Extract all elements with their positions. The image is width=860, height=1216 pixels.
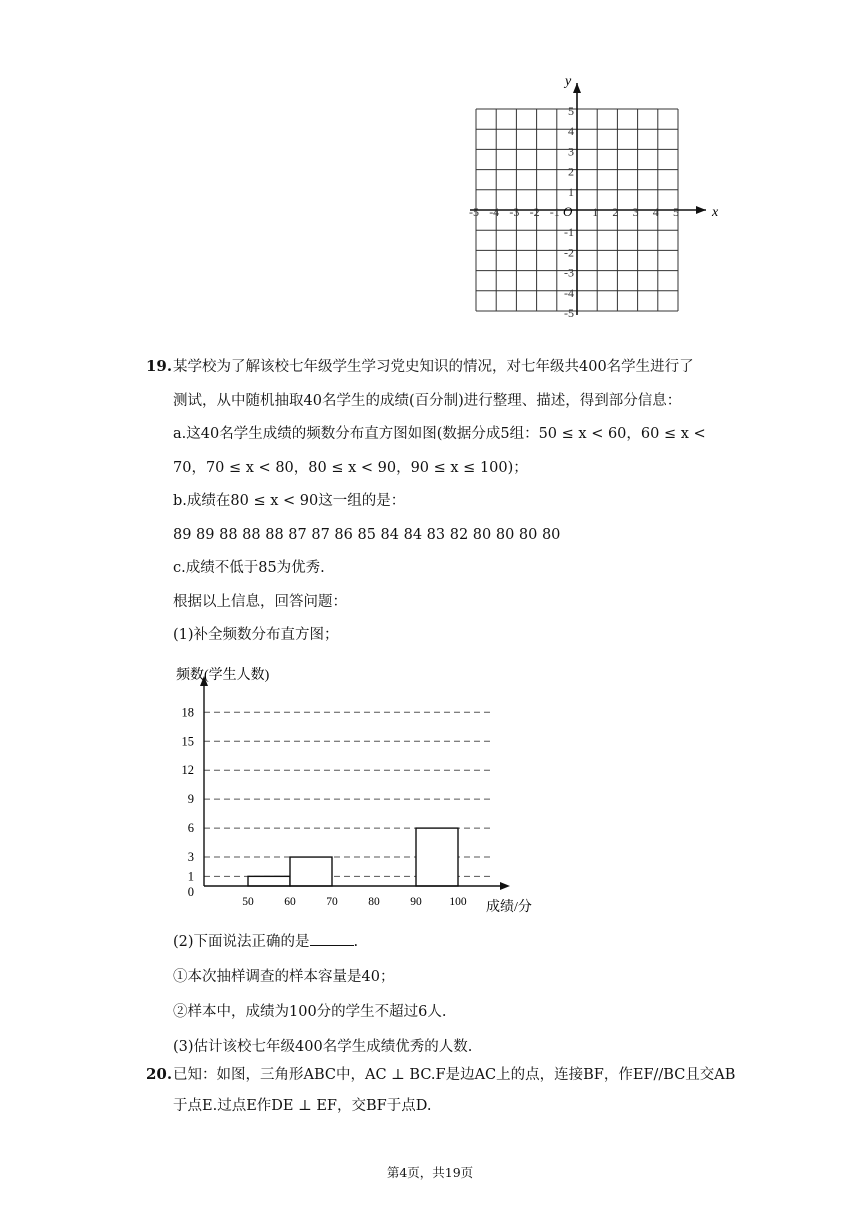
q19-line: 89 89 88 88 88 87 87 86 85 84 84 83 82 80 80 80 80 (173, 526, 561, 543)
x-tick-label: 60 (284, 896, 296, 908)
y-tick-label: -1 (564, 225, 574, 240)
histogram-y-label: 频数(学生人数) (176, 668, 270, 683)
q19-part2 (173, 931, 358, 952)
origin-label: O (563, 204, 573, 219)
q19-line: c.成绩不低于85为优秀. (173, 560, 325, 576)
q19-line: (1)补全频数分布直方图； (173, 627, 339, 643)
y-axis-arrow (573, 83, 581, 93)
q19-option2: ②样本中，成绩为100分的学生不超过6人. (173, 1004, 447, 1020)
x-tick-label: -3 (509, 205, 520, 219)
q20-line: 于点E.过点E作DE ⊥ EF，交BF于点D. (173, 1098, 432, 1114)
q19-part2-text: (2)下面说法正确的是 (173, 934, 310, 950)
x-tick-label: 4 (652, 205, 659, 219)
q19-line: b.成绩在80 ≤ x < 90这一组的是： (173, 493, 406, 509)
y-tick-label: 6 (187, 821, 194, 836)
histogram-y-ticks (182, 705, 195, 899)
y-tick-label: 12 (181, 763, 194, 778)
coordinate-grid (440, 60, 740, 322)
x-tick-label: 100 (449, 896, 467, 908)
y-axis-label: y (565, 74, 572, 89)
x-tick-label: -5 (469, 205, 479, 219)
y-tick-label: 3 (568, 144, 574, 159)
question-19-number: 19. (146, 357, 173, 375)
y-tick-label: -3 (564, 265, 574, 280)
x-tick-label: 80 (368, 896, 380, 908)
y-tick-label: 18 (181, 705, 194, 720)
page-footer: 第4页，共19页 (386, 1165, 474, 1180)
y-tick-label: 15 (181, 734, 194, 749)
y-tick-label: 2 (568, 164, 574, 179)
q19-line: 某学校为了解该校七年级学生学习党史知识的情况，对七年级共400名学生进行了 (173, 359, 694, 375)
grid-axes (470, 83, 706, 315)
histogram-x-label: 成绩/分 (486, 900, 532, 915)
y-tick-label: -5 (564, 306, 574, 320)
histogram-bar (248, 876, 290, 886)
y-tick-label: -2 (564, 245, 574, 260)
histogram-axes (200, 676, 510, 890)
x-tick-label: 50 (242, 896, 254, 908)
x-tick-label: 3 (632, 205, 639, 219)
q19-line: 根据以上信息，回答问题： (173, 593, 347, 610)
histogram-bar (416, 828, 458, 886)
y-tick-label: 5 (568, 104, 574, 118)
x-tick-label: -4 (489, 205, 500, 219)
y-tick-label: -4 (564, 285, 574, 300)
q19-part2-end: . (353, 934, 359, 950)
q19-option1: ①本次抽样调查的样本容量是40； (173, 969, 395, 985)
q19-line: 测试，从中随机抽取40名学生的成绩(百分制)进行整理、描述，得到部分信息： (173, 392, 682, 409)
x-axis-label: x (712, 205, 719, 220)
q19-line: 70，70 ≤ x < 80，80 ≤ x < 90，90 ≤ x ≤ 100)； (173, 459, 528, 476)
histogram-x-ticks (242, 896, 467, 908)
y-tick-label: 9 (187, 792, 194, 807)
x-tick-label: 5 (673, 205, 679, 219)
answer-blank[interactable] (310, 931, 354, 946)
q20-line: 已知：如图，三角形ABC中，AC ⊥ BC.F是边AC上的点，连接BF，作EF//BC且交AB (173, 1067, 736, 1083)
x-tick-label: 90 (410, 896, 422, 908)
question-20-number: 20. (146, 1065, 173, 1083)
histogram-chart (160, 662, 580, 917)
x-tick-label: -2 (529, 205, 540, 219)
histogram-bar (290, 857, 332, 886)
grid-tick-labels (469, 104, 679, 320)
x-tick-label: -1 (549, 205, 560, 219)
y-tick-label: 4 (568, 124, 574, 139)
x-tick-label: 1 (592, 205, 599, 219)
y-tick-label: 3 (187, 850, 194, 865)
x-axis-arrow (696, 206, 706, 214)
y-tick-label: 0 (187, 885, 194, 899)
y-tick-label: 1 (187, 869, 194, 884)
q19-part3: (3)估计该校七年级400名学生成绩优秀的人数. (173, 1039, 473, 1055)
x-tick-label: 2 (612, 205, 619, 219)
x-tick-label: 70 (326, 896, 338, 908)
y-tick-label: 1 (568, 184, 574, 199)
q19-line: a.这40名学生成绩的频数分布直方图如图(数据分成5组：50 ≤ x < 60，60 ≤ x < (173, 426, 706, 442)
h-x-arrow (500, 882, 510, 890)
